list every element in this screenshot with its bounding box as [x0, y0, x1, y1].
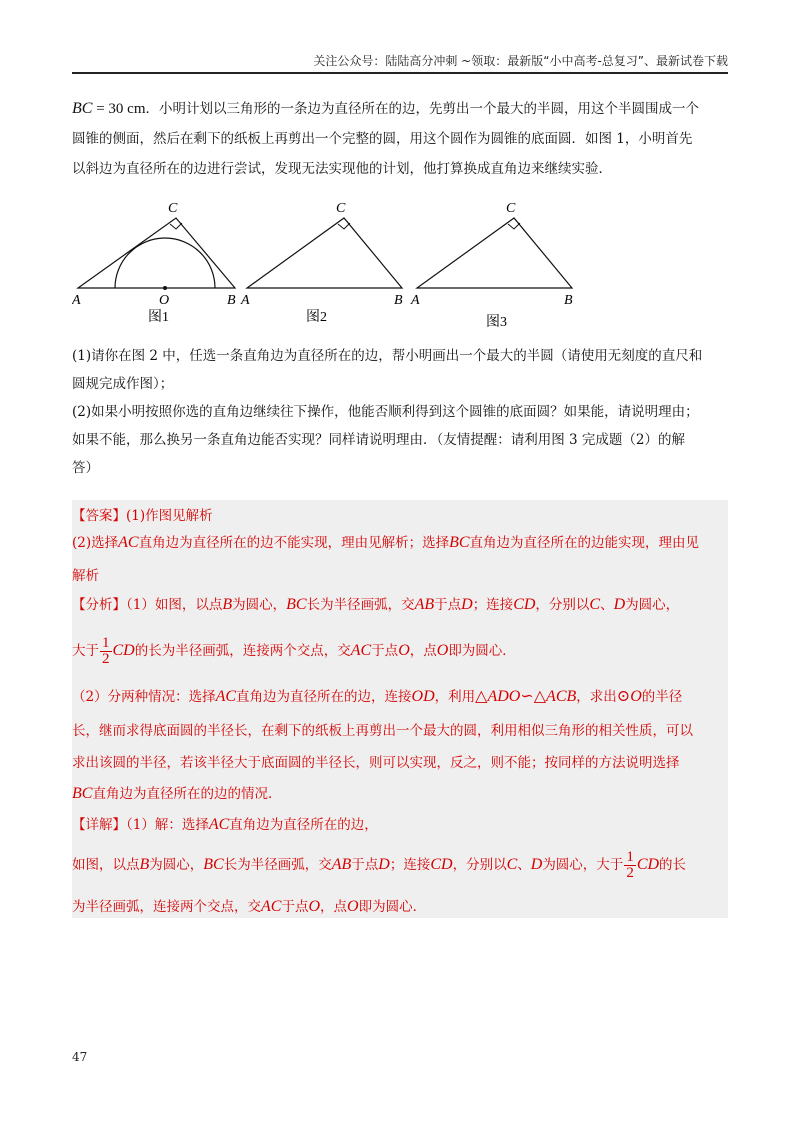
- semicircle-arc: [115, 238, 215, 288]
- answer-label: 【答案】: [72, 508, 126, 524]
- detail-line-3: [72, 896, 728, 918]
- intro-text-1: ．小明计划以三角形的一条边为直径所在的边，先剪出一个最大的半圆，用这个半圆围成一个: [145, 101, 699, 117]
- t: 长为半径画弧，交: [306, 597, 415, 613]
- answer-2-pre: (2)选择: [72, 535, 119, 551]
- frac-den: 2: [626, 865, 634, 881]
- t: 如图，以点: [72, 857, 140, 873]
- math-ab: AB: [414, 596, 435, 613]
- t: ，点: [320, 899, 348, 915]
- math-c: C: [589, 596, 601, 613]
- t: 的长为半径画弧，连接两个交点，交: [134, 643, 351, 659]
- math-bc: BC: [449, 534, 470, 551]
- q2-line-3: 答）: [72, 460, 99, 476]
- fraction-half: [100, 636, 112, 667]
- t: 于点: [351, 857, 379, 873]
- header-rule: [72, 72, 728, 74]
- fig2-label-c: C: [336, 201, 346, 216]
- math-o: O: [308, 898, 321, 915]
- fraction-half: [624, 850, 636, 881]
- t: 为圆心，: [232, 597, 287, 613]
- fig1-label-o: O: [159, 293, 170, 308]
- analysis-line-1: [72, 594, 728, 616]
- t: 为圆心，: [625, 597, 680, 613]
- math-cd: CD: [513, 596, 536, 613]
- math-ac: AC: [261, 898, 282, 915]
- t: 、: [517, 857, 531, 873]
- math-ab: AB: [331, 856, 352, 873]
- t: 直角边为直径所在的边的情况．: [92, 786, 282, 802]
- math-cd: CD: [636, 856, 660, 873]
- math-circle-o: ⊙O: [616, 688, 642, 705]
- t: 直角边为直径所在的边，连接: [236, 689, 412, 705]
- fig1-label-b: B: [227, 293, 236, 308]
- math-o: O: [436, 642, 449, 659]
- figures-row: [72, 196, 592, 332]
- q1-line-1: (1)请你在图 2 中，任选一条直角边为直径所在的边，帮小明画出一个最大的半圆（请使用无刻度的直尺和: [72, 348, 703, 364]
- detail-line-2: [72, 850, 728, 881]
- fig3-label-c: C: [506, 201, 516, 216]
- intro-paragraph: [72, 94, 728, 184]
- math-bc: BC: [72, 100, 93, 117]
- t: 、: [600, 597, 614, 613]
- answer-2-mid: 直角边为直径所在的边不能实现，理由见解析；选择: [138, 535, 450, 551]
- analysis-line-5: 求出该圆的半径，若该半径大于底面圆的半径长，则可以实现，反之，则不能；按同样的方法说明选择: [72, 755, 680, 771]
- analysis-label: 【分析】: [72, 597, 126, 613]
- t: 即为圆心．: [358, 899, 427, 915]
- answer-line-1: [72, 505, 728, 527]
- math-d: D: [613, 596, 626, 613]
- questions-block: [72, 342, 728, 482]
- fig1-label-c: C: [168, 201, 178, 216]
- q2-line-1: (2)如果小明按照你选的直角边继续往下操作，他能否顺利得到这个圆锥的底面圆？如果能，请说明理由；: [72, 404, 699, 420]
- frac-num: 1: [102, 635, 110, 651]
- figure-1: [72, 201, 236, 325]
- math-bc: BC: [286, 596, 307, 613]
- fig3-label-a: A: [411, 293, 420, 308]
- q2-line-2: 如果不能，那么换另一条直角边能否实现？同样请说明理由．（友情提醒：请利用图 3 完成题（2）的解: [72, 432, 686, 448]
- t: ，点: [409, 643, 437, 659]
- math-d: D: [378, 856, 390, 873]
- intro-line-1: [72, 94, 728, 124]
- answer-line-2: [72, 532, 728, 554]
- fig1-label-a: A: [72, 293, 81, 308]
- math-bc: BC: [203, 856, 224, 873]
- fig2-label-a: A: [241, 293, 250, 308]
- t: 为圆心，大于: [542, 857, 624, 873]
- analysis-line-2: [72, 636, 728, 667]
- page-number: 47: [72, 1050, 88, 1064]
- q1-line-2: 圆规完成作图）；: [72, 376, 174, 392]
- math-ac: AC: [208, 816, 230, 833]
- frac-num: 1: [626, 849, 634, 865]
- fig3-label-b: B: [564, 293, 573, 308]
- t: ，分别以: [452, 857, 507, 873]
- fig3-caption: 图3: [486, 315, 507, 330]
- t: （2）分两种情况：选择: [72, 689, 216, 705]
- figures-svg: [72, 196, 592, 332]
- answer-1: (1)作图见解析: [126, 508, 213, 524]
- intro-line-3: 以斜边为直径所在的边进行尝试，发现无法实现他的计划，他打算换成直角边来继续实验．: [72, 161, 612, 177]
- math-ac: AC: [350, 642, 372, 659]
- t: 即为圆心．: [448, 643, 516, 659]
- analysis-line-6: [72, 783, 728, 805]
- t: 的半径: [641, 689, 683, 705]
- math-od: OD: [411, 688, 435, 705]
- detail-line-1: [72, 814, 728, 836]
- point-o: [163, 286, 167, 290]
- t: ，求出: [576, 689, 617, 705]
- analysis-line-4: 长，继而求得底面圆的半径长，在剩下的纸板上再剪出一个最大的圆，利用相似三角形的相关性质，可以: [72, 723, 693, 739]
- math-b: B: [222, 596, 233, 613]
- figure-2: [240, 201, 403, 325]
- math-ac: AC: [215, 688, 237, 705]
- analysis-line-3: [72, 686, 728, 708]
- t: ；连接: [472, 597, 514, 613]
- math-eq: = 30 cm: [92, 101, 146, 117]
- t: ，利用: [434, 689, 476, 705]
- math-d: D: [530, 856, 543, 873]
- t: 为圆心，: [149, 857, 204, 873]
- answer-2-post: 直角边为直径所在的边能实现，理由见: [469, 535, 700, 551]
- math-similar: △ADO∽△ACB: [475, 688, 577, 705]
- fig2-label-b: B: [394, 293, 403, 308]
- math-bc: BC: [72, 785, 93, 802]
- detail-label: 【详解】: [72, 817, 126, 833]
- fig1-caption: 图1: [148, 310, 169, 325]
- t: 于点: [281, 899, 309, 915]
- t: 直角边为直径所在的边，: [229, 817, 378, 833]
- page-header: 关注公众号：陆陆高分冲刺 ~领取：最新版“小中高考-总复习”、最新试卷下载: [313, 54, 728, 68]
- figure-3: [410, 201, 573, 330]
- t: 于点: [434, 597, 462, 613]
- math-ac: AC: [118, 534, 139, 551]
- t: 长为半径画弧，交: [223, 857, 332, 873]
- fig2-caption: 图2: [306, 310, 327, 325]
- math-o: O: [398, 642, 410, 659]
- t: ，分别以: [535, 597, 590, 613]
- math-b: B: [139, 856, 150, 873]
- t: 于点: [371, 643, 399, 659]
- frac-den: 2: [102, 651, 110, 667]
- math-cd: CD: [112, 642, 135, 659]
- math-cd: CD: [430, 856, 453, 873]
- math-c: C: [506, 856, 518, 873]
- t: 的长: [659, 857, 687, 873]
- t: 大于: [72, 643, 99, 659]
- t: （1）如图，以点: [126, 597, 223, 613]
- intro-line-2: 圆锥的侧面，然后在剩下的纸板上再剪出一个完整的圆，用这个圆作为圆锥的底面圆．如图 1，小明首先: [72, 131, 693, 147]
- math-d: D: [461, 596, 473, 613]
- math-o: O: [347, 898, 359, 915]
- t: ；连接: [389, 857, 431, 873]
- t: （1）解：选择: [126, 817, 209, 833]
- answer-line-3: 解析: [72, 568, 99, 584]
- t: 为半径画弧，连接两个交点，交: [72, 899, 261, 915]
